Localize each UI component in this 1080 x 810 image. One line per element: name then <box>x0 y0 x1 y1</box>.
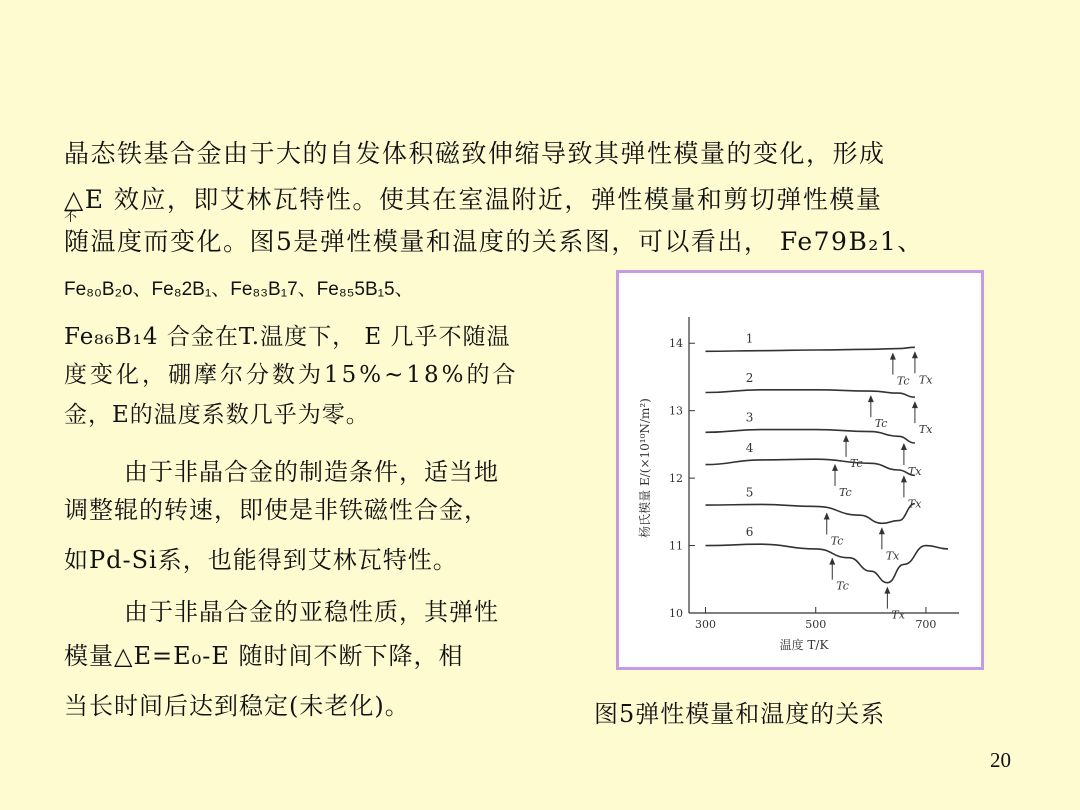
annotation-label: Tx <box>918 423 933 437</box>
modulus-temperature-chart <box>619 273 981 667</box>
annotation-arrowhead <box>901 475 907 482</box>
para3-line-1: 由于非晶合金的亚稳性质，其弹性 <box>124 598 499 626</box>
y-tick-label: 14 <box>669 337 683 351</box>
annotation-arrowhead <box>912 351 918 358</box>
annotation-label: Tx <box>907 497 922 511</box>
x-axis-title: 温度 T/K <box>779 638 829 652</box>
para3-line-3: 当长时间后达到稳定(未老化)。 <box>64 692 410 720</box>
y-tick-label: 12 <box>669 472 683 486</box>
x-tick-label: 300 <box>695 618 717 631</box>
figure-5-frame <box>616 270 984 670</box>
annotation-label: Tc <box>839 485 852 499</box>
para2-line-1: 由于非晶合金的制造条件，适当地 <box>124 458 499 486</box>
annotation-arrowhead <box>912 401 918 408</box>
annotation-arrowhead <box>843 435 849 442</box>
para3-line-2: 模量△E=E₀-E 随时间不断下降，相 <box>64 642 464 670</box>
annotation-label: Tx <box>907 465 922 478</box>
annotation-label: Tx <box>891 608 905 622</box>
y-axis-title: 杨氏模量 E/(×10¹⁰N/m²) <box>638 398 652 538</box>
annotation-arrowhead <box>890 353 896 360</box>
x-tick-label: 700 <box>915 618 937 631</box>
annotation-arrowhead <box>829 558 835 565</box>
overlap-char: 不 <box>64 210 78 225</box>
annotation-label: Tc <box>850 456 863 470</box>
annotation-label: Tc <box>830 534 844 548</box>
series-line-1 <box>706 347 915 351</box>
intro-line-7: 金，E的温度系数几乎为零。 <box>64 402 370 428</box>
annotation-arrowhead <box>832 464 838 471</box>
series-label-4: 4 <box>745 440 754 455</box>
intro-line-6: 度变化，硼摩尔分数为15%~18%的合 <box>64 362 519 388</box>
intro-line-5: Fe₈₆B₁4 合金在T.温度下， E 几乎不随温 <box>64 324 511 350</box>
intro-line-3: 随温度而变化。图5是弹性模量和温度的关系图，可以看出， Fe79B₂1、 <box>64 227 924 256</box>
series-line-3 <box>706 430 915 443</box>
series-line-2 <box>706 390 915 397</box>
annotation-arrowhead <box>824 512 830 519</box>
page-number: 20 <box>990 748 1011 772</box>
series-label-5: 5 <box>745 485 754 500</box>
y-tick-label: 11 <box>669 539 683 553</box>
series-line-5 <box>706 504 915 524</box>
y-tick-label: 10 <box>669 607 683 620</box>
series-label-3: 3 <box>745 410 754 425</box>
series-line-4 <box>706 456 915 475</box>
annotation-label: Tx <box>885 549 900 563</box>
series-label-1: 1 <box>745 331 754 346</box>
y-tick-label: 13 <box>669 404 683 418</box>
intro-line-1: 晶态铁基合金由于大的自发体积磁致伸缩导致其弹性模量的变化，形成 <box>64 139 886 168</box>
figure-caption: 图5弹性模量和温度的关系 <box>594 700 886 728</box>
annotation-arrowhead <box>884 587 890 594</box>
intro-line-2: △E 效应，即艾林瓦特性。使其在室温附近，弹性模量和剪切弹性模量 <box>64 185 883 214</box>
annotation-arrowhead <box>868 395 874 402</box>
alloy-list-line: Fe₈₀B₂o、Fe₈2B₁、Fe₈₃B₁7、Fe₈₅5B₁5、 <box>64 279 414 300</box>
series-line-6 <box>706 544 949 583</box>
para2-line-3: 如Pd-Si系，也能得到艾林瓦特性。 <box>64 546 458 574</box>
annotation-arrowhead <box>879 527 885 534</box>
x-tick-label: 500 <box>805 618 827 631</box>
annotation-arrowhead <box>901 443 907 450</box>
annotation-label: Tc <box>874 417 888 431</box>
series-label-2: 2 <box>745 370 754 385</box>
annotation-label: Tx <box>918 373 933 387</box>
annotation-label: Tc <box>896 374 910 388</box>
para2-line-2: 调整辊的转速，即使是非铁磁性合金， <box>64 496 489 524</box>
series-label-6: 6 <box>745 525 754 540</box>
annotation-label: Tc <box>836 579 849 593</box>
